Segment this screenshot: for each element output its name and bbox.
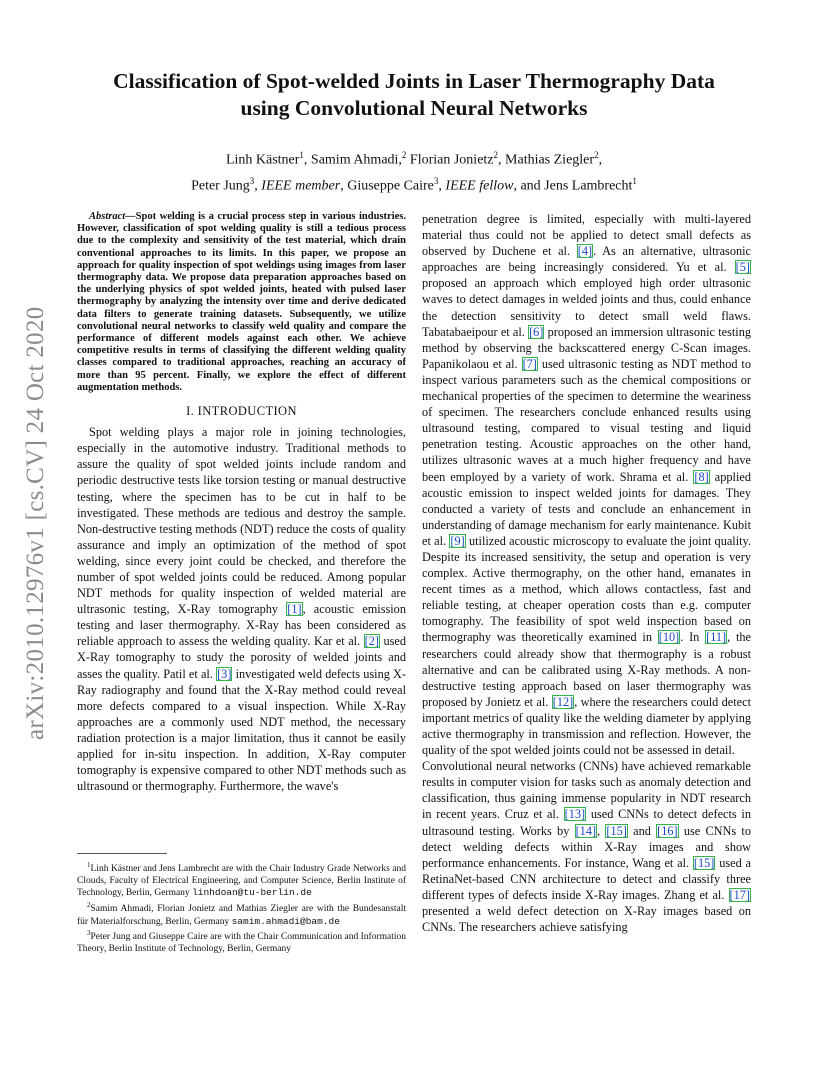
body-text: , the researchers could already show that thermography is a robust alternative and can be calibrated using X-Ray methods. A non-destructive testing approach based on laser thermography was proposed by Jonietz et al. <box>422 630 752 709</box>
affiliation-mark: 3 <box>433 175 439 186</box>
author-name: , and Jens Lambrecht <box>513 178 633 194</box>
author-name: , Samim Ahmadi, <box>303 152 402 168</box>
affiliation-mark: 2 <box>594 150 599 160</box>
affiliation-mark: 1 <box>632 175 637 186</box>
footnote-text: Peter Jung and Giuseppe Caire are with the Chair Communication and Information Theory, Berlin Institute of Technology, Berlin, Germany <box>77 932 406 955</box>
footnotes <box>77 853 406 956</box>
body-text: proposed an immersion ultrasonic testing method by observing the backscattered energy C-Scan images. Papanikolaou et al. <box>422 324 751 371</box>
body-text: investigated weld defects using X-Ray radiography and found that the X-Ray method could reveal more defects compared to a visual inspection. While X-Ray approaches are a commonly used NDT method, the necessary radiation protection is a major limitation, thus it cannot be easily applied for in-situ inspection. In addition, X-Ray computer tomography is expensive compared to other NDT methods such as ultrasound or thermography. Furthermore, the wave's <box>77 666 406 794</box>
footnote-mark: 3 <box>87 929 91 938</box>
citation-link[interactable]: [5] <box>735 260 750 275</box>
footnote <box>77 900 406 928</box>
author-name: Peter Jung <box>191 178 250 194</box>
citation-link[interactable]: [9] <box>450 533 465 548</box>
citation-link[interactable]: [2] <box>364 634 379 649</box>
citation-link[interactable]: [17] <box>729 887 750 902</box>
body-text: used a RetinaNet-based CNN architecture to detect and classify three different types of defects inside X-Ray images. Zhang et al. <box>422 855 751 902</box>
body-text: used ultrasonic testing as NDT method to inspect various parameters such as the chemical compositions or mechanical properties of the specimen to determine the weariness of specimen. The researchers conclude enhanced results using ultrasound testing, compared to visual testing and liquid penetration testing. Acoustic approaches on the other hand, utilizes ultrasonic waves at a much higher frequency and have been employed by a variety of work. Shrama et al. <box>422 356 751 484</box>
footnote-rule <box>77 853 167 854</box>
citation-link[interactable]: [8] <box>694 469 709 484</box>
body-text: used CNNs to detect defects in ultrasound testing. Works by <box>422 807 751 838</box>
body-text: . As an alternative, ultrasonic approaches are being increasingly considered. Yu et al. <box>422 244 751 275</box>
body-text: utilized acoustic microscopy to evaluate the joint quality. Despite its increased sensitivity, the setup and operation is very complex. Active thermography, on the other hand, emanates in recent times as a method, which allows contactless, fast and reliable testing, at cheaper operation costs than e.g. computer tomography. The feasibility of spot weld inspection based on thermography was theoretically examined in <box>422 533 751 645</box>
author-role: IEEE member <box>261 178 341 194</box>
citation-link[interactable]: [14] <box>575 823 597 838</box>
citation-link[interactable]: [3] <box>217 666 232 681</box>
left-column <box>77 211 406 794</box>
citation-link[interactable]: [13] <box>564 807 586 822</box>
body-text: and <box>627 823 657 838</box>
citation-link[interactable]: [15] <box>606 823 627 838</box>
author-separator: , <box>438 178 446 194</box>
author-name: , Giuseppe Caire <box>340 178 434 194</box>
body-text: . In <box>680 630 706 645</box>
affiliation-mark: 2 <box>493 150 499 160</box>
footnote <box>77 860 406 900</box>
right-column <box>422 211 751 935</box>
citation-link[interactable]: [6] <box>529 324 544 339</box>
email-address: samim.ahmadi@bam.de <box>231 915 340 927</box>
footnote-text: Linh Kästner and Jens Lambrecht are with the Chair Industry Grade Networks and Clouds, Faculty of Electrical Engineering, and Computer Science, Berlin Institute of Technology, Berlin, Germany <box>77 864 406 899</box>
body-text: used X-Ray tomography to study the porosity of welded joints and asses the quality. Patil et al. <box>77 634 406 681</box>
body-text: proposed an approach which employed high order ultrasonic waves to detect damages in welded joints and thus, could enhance the detection sensitivity to detect small weld flaws. Tabatabaeipour et al. <box>422 276 751 339</box>
abstract-label: Abstract <box>89 211 126 222</box>
citation-link[interactable]: [10] <box>658 630 680 645</box>
body-text: applied acoustic emission to inspect welded joints for damages. They conducted a variety of tests and conclude an enhancement in understanding of damage mechanism for early maintenance. Kubit et al. <box>422 469 751 548</box>
author-list <box>70 145 758 196</box>
body-text: use CNNs to detect welding defects within X-Ray images and show performance enhancements. For instance, Wang et al. <box>422 823 752 870</box>
intro-paragraph <box>77 424 406 794</box>
author-role: IEEE fellow <box>445 178 514 194</box>
citation-link[interactable]: [12] <box>552 694 574 709</box>
author-separator: , <box>254 178 262 194</box>
footnote <box>77 928 406 955</box>
footnote-text: Samim Ahmadi, Florian Jonietz and Mathias Ziegler are with the Bundesanstalt für Materialforschung, Berlin, Germany <box>77 904 406 927</box>
affiliation-mark: 3 <box>249 175 255 186</box>
arxiv-stamp: arXiv:2010.12976v1 [cs.CV] 24 Oct 2020 <box>22 306 49 740</box>
author-separator: , <box>598 152 603 168</box>
author-name: Florian Jonietz <box>406 152 494 168</box>
abstract <box>77 211 406 394</box>
body-text: penetration degree is limited, especially with multi-layered material thus could not be applied to detect small defects as observed by Duchene et al. <box>422 212 751 259</box>
body-paragraph <box>422 758 751 935</box>
body-text: Convolutional neural networks (CNNs) have achieved remarkable results in computer vision for tasks such as anomaly detection and classification, thus gaining immense popularity in NDT research in recent years. Cruz et al. <box>422 759 751 822</box>
title-line-2: using Convolutional Neural Networks <box>240 96 588 120</box>
author-name: , Mathias Ziegler <box>498 152 595 168</box>
email-address: linhdoan@tu-berlin.de <box>192 887 312 899</box>
affiliation-mark: 2 <box>401 150 407 160</box>
affiliation-mark: 1 <box>299 150 304 160</box>
citation-link[interactable]: [1] <box>287 602 302 617</box>
abstract-text: —Spot welding is a crucial process step in various industries. However, classification of spot welding quality is still a tedious process due to the complexity and sensitivity of the test material, which drain conventional approaches to its limits. In this paper, we propose an approach for quality inspection of spot weldings using images from laser thermography data. We propose data preparation approaches based on the underlying physics of spot welded joints, heated with pulsed laser thermography by analyzing the intensity over time and derive dedicated data filters to generate training datasets. Subsequently, we utilize convolutional neural networks to classify weld quality and compare the performance of different models against each other. We achieve competitive results in terms of classifying the different welding quality classes compared to traditional approaches, reaching an accuracy of more than 95 percent. Finally, we explore the effect of different augmentation methods. <box>77 211 406 393</box>
footnote-mark: 1 <box>87 861 91 869</box>
citation-link[interactable]: [11] <box>706 630 727 645</box>
title-line-1: Classification of Spot-welded Joints in Laser Thermography Data <box>113 69 715 93</box>
citation-link[interactable]: [16] <box>657 823 678 838</box>
author-name: Linh Kästner <box>225 152 300 168</box>
body-text: presented a weld defect detection on X-Ray images based on CNNs. The researchers achieve satisfying <box>422 904 751 935</box>
citation-link[interactable]: [4] <box>577 244 593 259</box>
body-text: Spot welding plays a major role in joining technologies, especially in the automotive industry. Traditional methods to assure the quality of spot welded joints include random and periodic destructive tests like torsion testing or manual destructive testing, where the specimen has to be cut in half to be investigated. These methods are tedious and destroy the sample. Non-destructive testing methods (NDT) reduce the costs of quality assurance and imply an optimization of the method of spot welding, since every joint could be checked, and therefore the number of spot welded joints could be reduced. Among popular NDT methods for quality inspection of welded material are ultrasonic testing, X-Ray tomography <box>77 425 406 617</box>
body-paragraph <box>422 211 751 758</box>
body-text: , <box>597 823 606 838</box>
body-text: , acoustic emission testing and laser thermography. X-Ray has been considered as reliable approach to assess the welding quality. Kar et al. <box>77 602 406 649</box>
section-heading: I. INTRODUCTION <box>186 404 297 419</box>
citation-link[interactable]: [15] <box>693 855 715 870</box>
paper-title <box>70 68 758 122</box>
citation-link[interactable]: [7] <box>522 356 537 371</box>
body-text: , where the researchers could detect important metrics of quality like the welding diameter by applying active thermography in transmission and reflection. However, the quality of the spot welded joints could not be assessed in detail. <box>422 694 752 758</box>
footnote-mark: 2 <box>87 900 91 909</box>
